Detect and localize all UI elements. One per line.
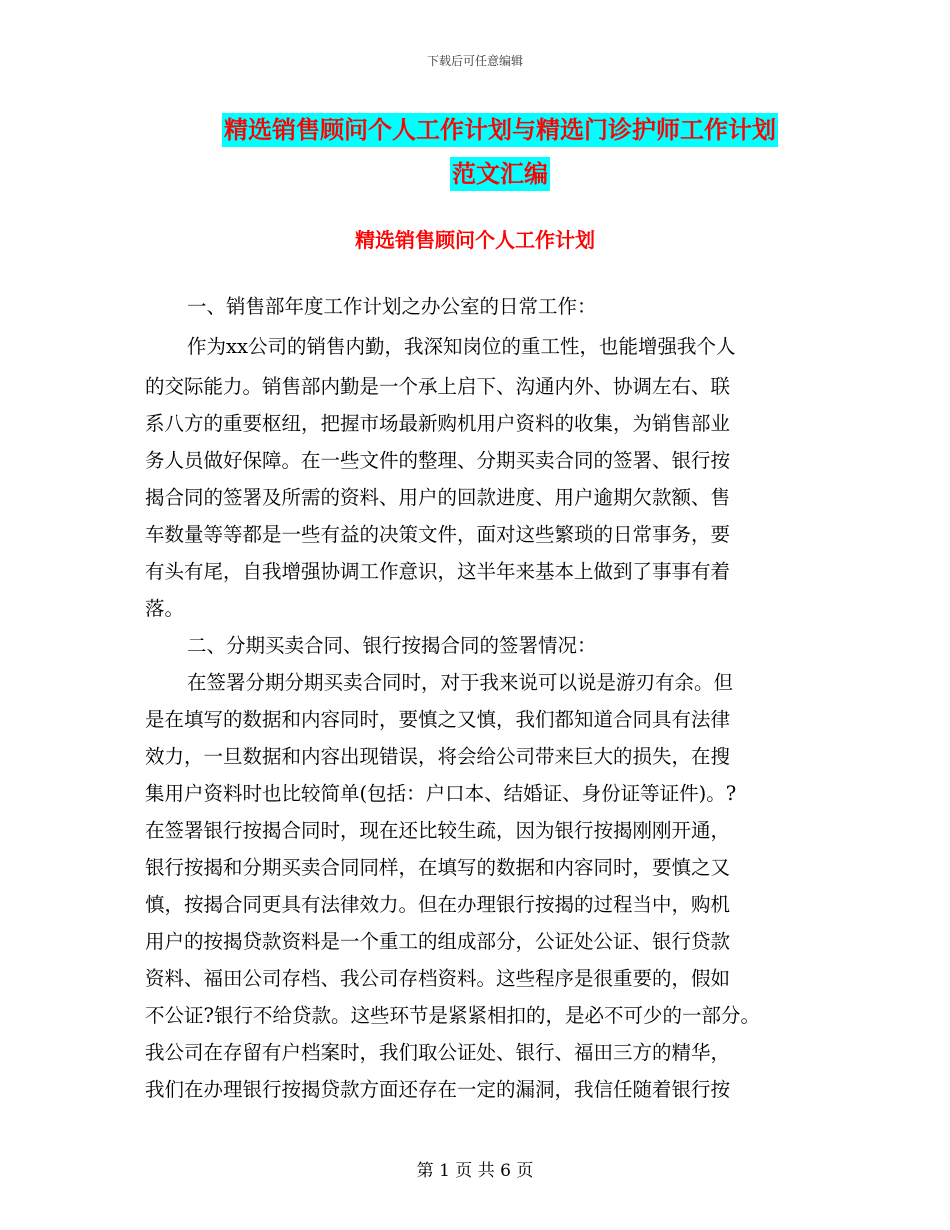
document-title-line-2 — [100, 162, 900, 186]
body-line: 落。 — [145, 597, 185, 620]
body-line: 我们在办理银行按揭贷款方面还存在一定的漏洞，我信任随着银行按 — [145, 1078, 731, 1101]
body-line: 集用户资料时也比较简单(包括：户口本、结婚证、身份证等证件)。? — [145, 782, 737, 805]
section-heading: 精选销售顾问个人工作计划 — [355, 228, 595, 252]
body-line: 银行按揭和分期买卖合同同样，在填写的数据和内容同时，要慎之又 — [145, 856, 731, 879]
body-line: 效力，一旦数据和内容出现错误，将会给公司带来巨大的损失，在搜 — [145, 745, 731, 768]
body-line: 一、销售部年度工作计划之办公室的日常工作： — [187, 295, 597, 318]
body-line: 是在填写的数据和内容同时，要慎之又慎，我们都知道合同具有法律 — [145, 708, 731, 731]
document-title-line-1 — [100, 118, 900, 142]
body-line: 揭合同的签署及所需的资料、用户的回款进度、用户逾期欠款额、售 — [145, 486, 731, 509]
body-line: 务人员做好保障。在一些文件的整理、分期买卖合同的签署、银行按 — [145, 449, 731, 472]
body-line: 车数量等等都是一些有益的决策文件，面对这些繁琐的日常事务，要 — [145, 523, 731, 546]
body-line: 慎，按揭合同更具有法律效力。但在办理银行按揭的过程当中，购机 — [145, 893, 731, 916]
header-note: 下载后可任意编辑 — [426, 54, 523, 68]
body-line: 有头有尾，自我增强协调工作意识，这半年来基本上做到了事事有着 — [145, 560, 731, 583]
title-highlight: 精选销售顾问个人工作计划与精选门诊护师工作计划 — [222, 113, 778, 147]
body-line: 作为xx公司的销售内勤，我深知岗位的重工性，也能增强我个人 — [187, 335, 736, 358]
body-line: 二、分期买卖合同、银行按揭合同的签署情况： — [187, 634, 597, 657]
body-line: 系八方的重要枢纽，把握市场最新购机用户资料的收集，为销售部业 — [145, 412, 731, 435]
body-line: 用户的按揭贷款资料是一个重工的组成部分，公证处公证、银行贷款 — [145, 930, 731, 953]
body-line: 我公司在存留有户档案时，我们取公证处、银行、福田三方的精华， — [145, 1041, 731, 1064]
body-line: 资料、福田公司存档、我公司存档资料。这些程序是很重要的，假如 — [145, 967, 731, 990]
body-line: 在签署银行按揭合同时，现在还比较生疏，因为银行按揭刚刚开通， — [145, 819, 731, 842]
body-line: 不公证?银行不给贷款。这些环节是紧紧相扣的，是必不可少的一部分。 — [145, 1004, 760, 1027]
body-line: 在签署分期分期买卖合同时，对于我来说可以说是游刃有余。但 — [187, 671, 734, 694]
title-highlight: 范文汇编 — [450, 157, 550, 191]
page-number-footer: 第 1 页 共 6 页 — [416, 1161, 534, 1181]
body-line: 的交际能力。销售部内勤是一个承上启下、沟通内外、协调左右、联 — [145, 375, 731, 398]
